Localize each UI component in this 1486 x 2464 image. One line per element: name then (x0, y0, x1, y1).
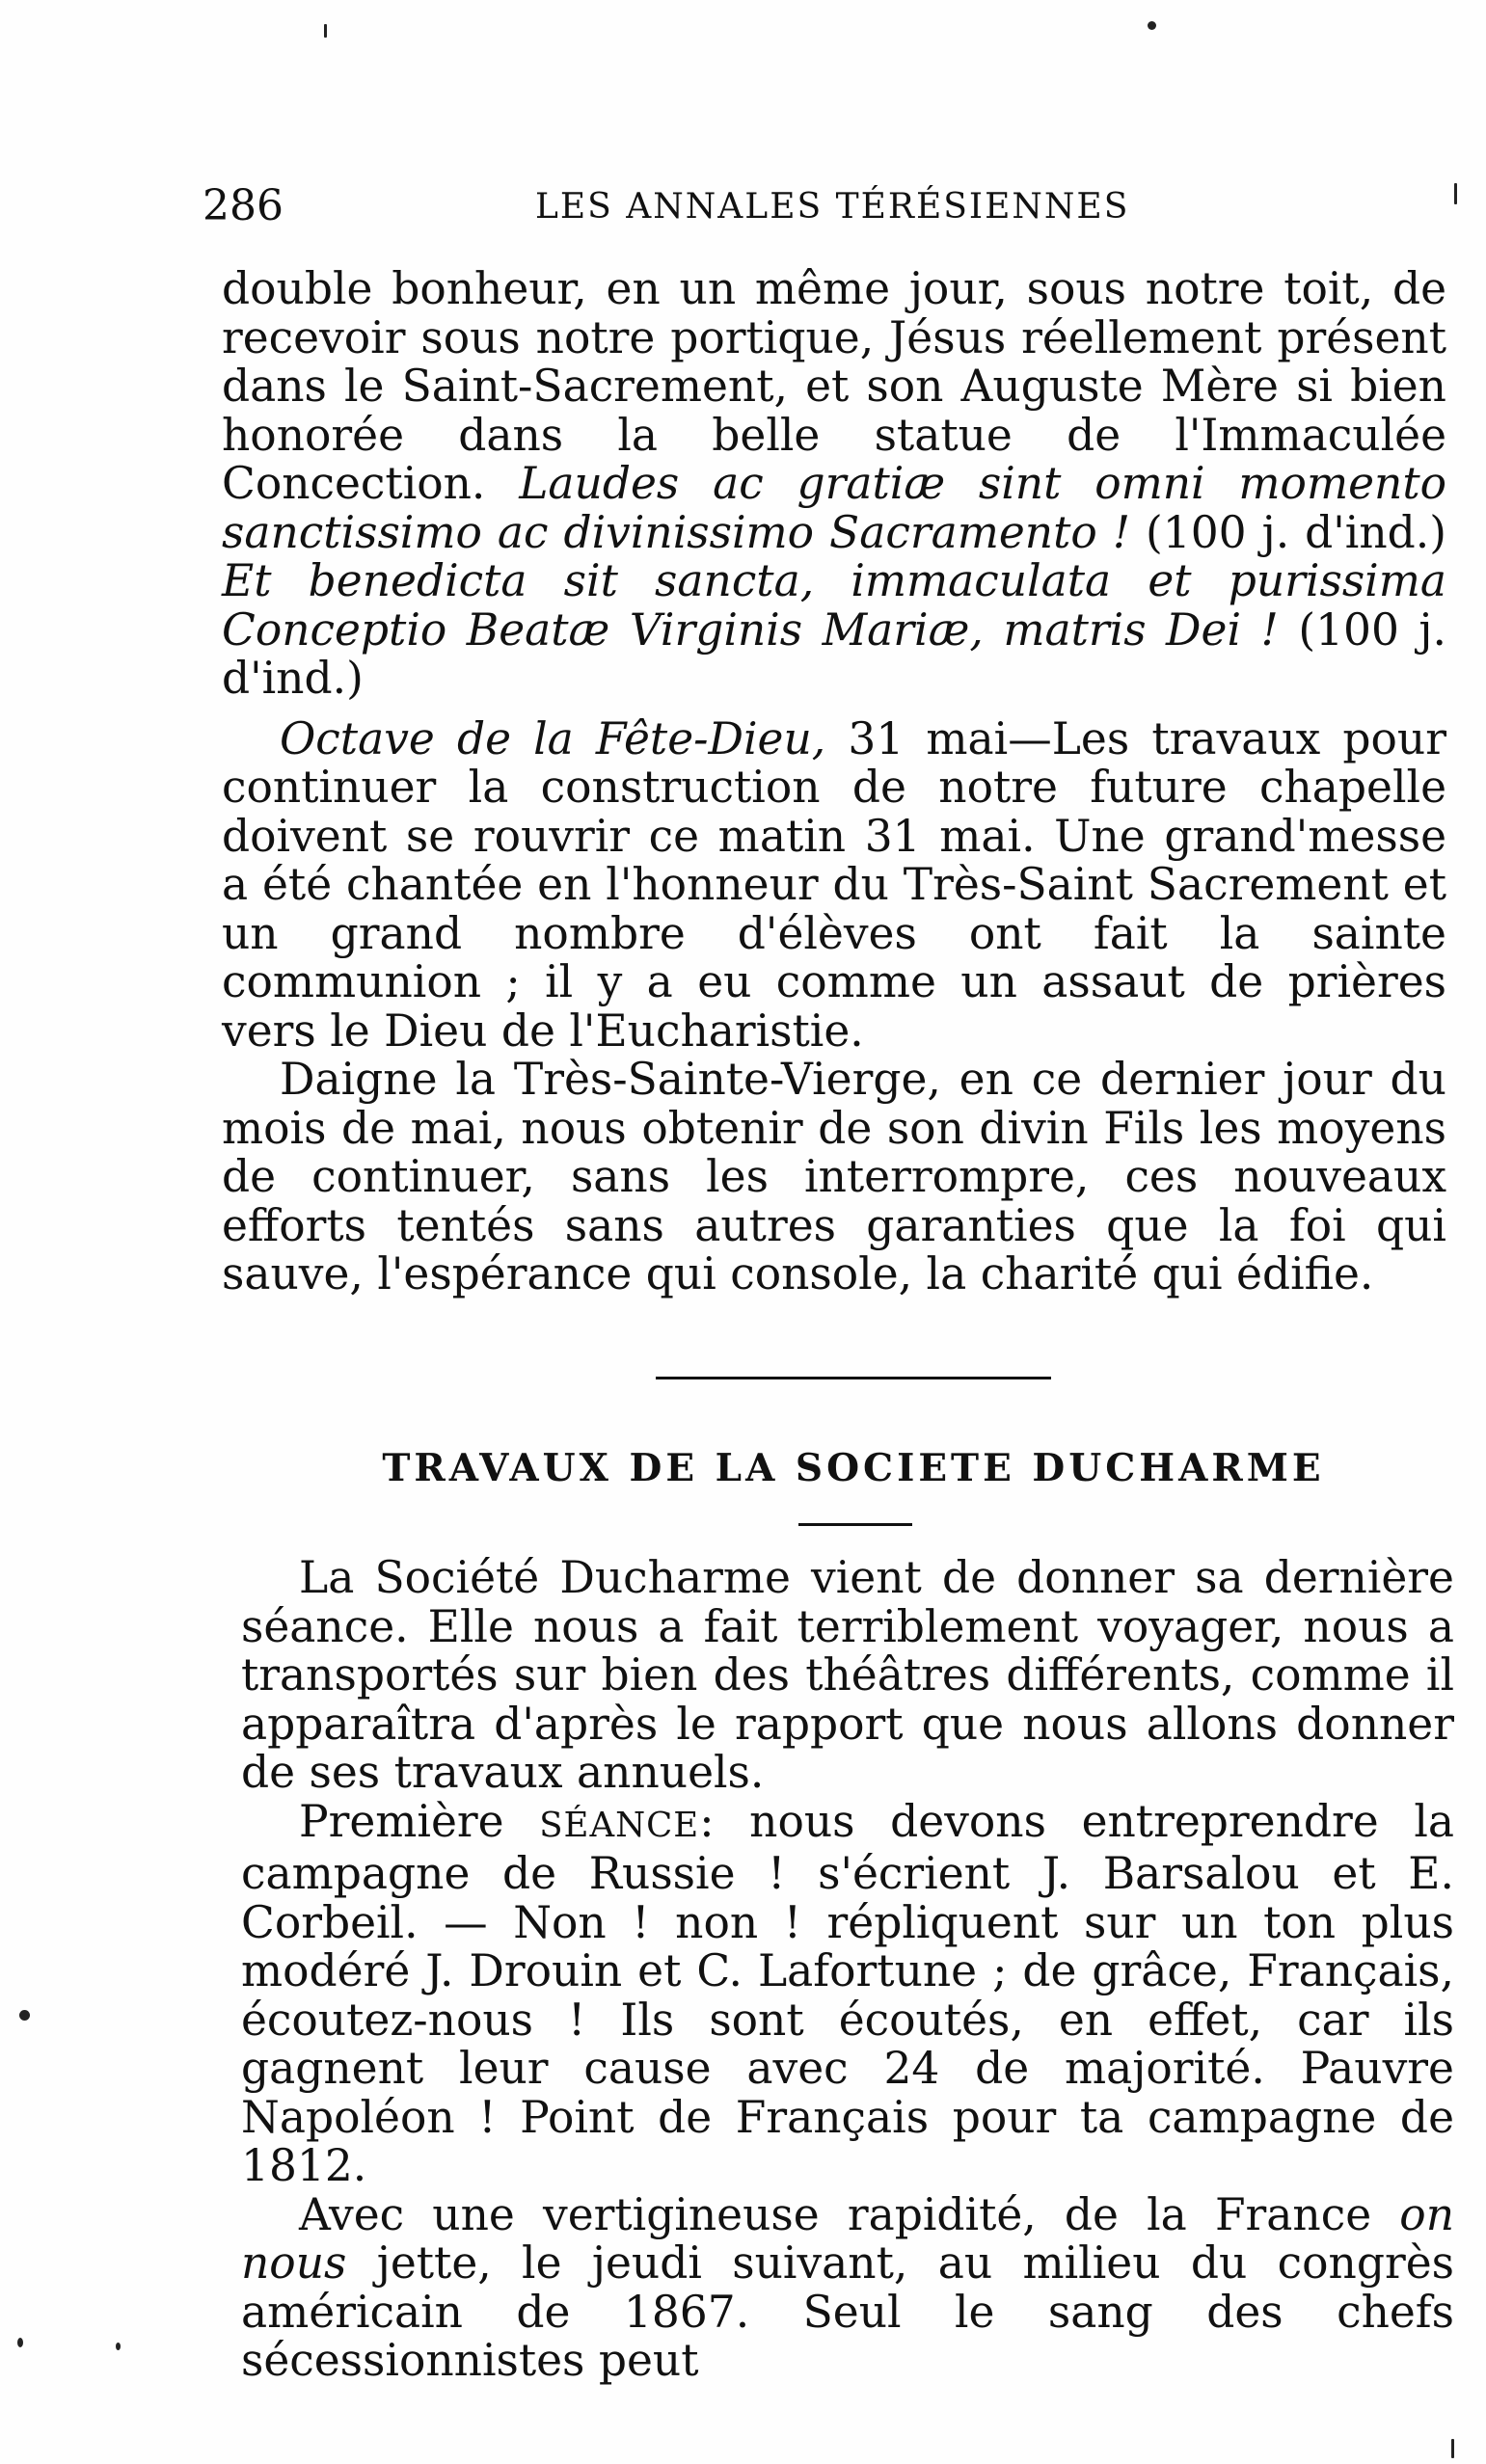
heading-underline-rule (798, 1523, 912, 1526)
scan-speck (1454, 183, 1457, 204)
page-number: 286 (203, 181, 284, 230)
latin-prayer-1: Laudes ac gratiæ sint omni momento sanctissimo ac divinissimo Sacramento ! (222, 458, 1446, 558)
paragraph-societe: La Société Ducharme vient de donner sa dernière séance. Elle nous a fait terriblement voyager, nous a transportés sur bien des théâtres différents, comme il apparaîtra d'après le rapport que nous allons donner de ses travaux annuels. (241, 1552, 1454, 1798)
paragraph-premiere-seance (241, 1795, 1454, 2191)
paragraph-vierge: Daigne la Très-Sainte-Vierge, en ce dernier jour du mois de mai, nous obtenir de son divin Fils les moyens de continuer, sans les interrompre, ces nouveaux efforts tentés sans autres garanties que la foi qui sauve, l'espérance qui console, la charité qui édifie. (222, 1054, 1446, 1299)
upper-text-block (222, 265, 1446, 1299)
lower-text-block (241, 1554, 1454, 2386)
indulgence-note-1: (100 j. d'ind.) (1130, 506, 1446, 558)
paragraph-continuation (222, 265, 1446, 704)
scan-speck (17, 2338, 23, 2347)
indulgence-note-2: (100 j. d'ind.) (222, 603, 1446, 704)
paragraph-congres (241, 2188, 1454, 2386)
latin-prayer-2: Et benedicta sit sancta, immaculata et purissima Conceptio Beatæ Virginis Mariæ, matris Dei ! (222, 555, 1446, 656)
congres-text-1: Avec une vertigineuse rapidité, de la France (299, 2188, 1400, 2240)
octave-lead: Octave de la Fête-Dieu, (280, 712, 826, 764)
scan-speck (116, 2343, 121, 2350)
scan-speck (1148, 21, 1156, 30)
seance-smallcaps: SÉANCE (539, 1805, 700, 1845)
seance-lead: Première (299, 1795, 540, 1847)
congres-text-2: jette, le jeudi suivant, au milieu du congrès américain de 1867. Seul le sang des chefs sécessionnistes peut (241, 2237, 1454, 2386)
scan-speck (324, 24, 327, 38)
scan-speck (19, 2010, 30, 2021)
section-divider-rule (656, 1377, 1051, 1379)
section-heading: TRAVAUX DE LA SOCIETE DUCHARME (382, 1446, 1325, 1490)
scan-speck (1451, 2439, 1454, 2458)
octave-text: 31 mai—Les travaux pour continuer la construction de notre future chapelle doivent se rouvrir ce matin 31 mai. Une grand'messe a été chantée en l'honneur du Très-Saint Sacrement et un grand nombre d'élèves ont fait la sainte communion ; il y a eu comme un assaut de prières vers le Dieu de l'Eucharistie. (222, 712, 1446, 1057)
paragraph-octave (222, 712, 1446, 1057)
running-title: LES ANNALES TÉRÉSIENNES (535, 187, 1130, 227)
p1-text: double bonheur, en un même jour, sous notre toit, de recevoir sous notre portique, Jésus réellement présent dans le Saint-Sacrement, et son Auguste Mère si bien honorée dans la belle statue de l'Immaculée Concection. (222, 263, 1446, 509)
congres-italic: on nous (241, 2188, 1454, 2289)
seance-text: : nous devons entreprendre la campagne de Russie ! s'écrient J. Barsalou et E. Corbeil. — Non ! non ! répliquent sur un ton plus modéré J. Drouin et C. Lafortune ; de grâce, Français, écoutez-nous ! Ils sont écoutés, en effet, car ils gagnent leur cause avec 24 de majorité. Pauvre Napoléon ! Point de Français pour ta campagne de 1812. (241, 1795, 1454, 2191)
